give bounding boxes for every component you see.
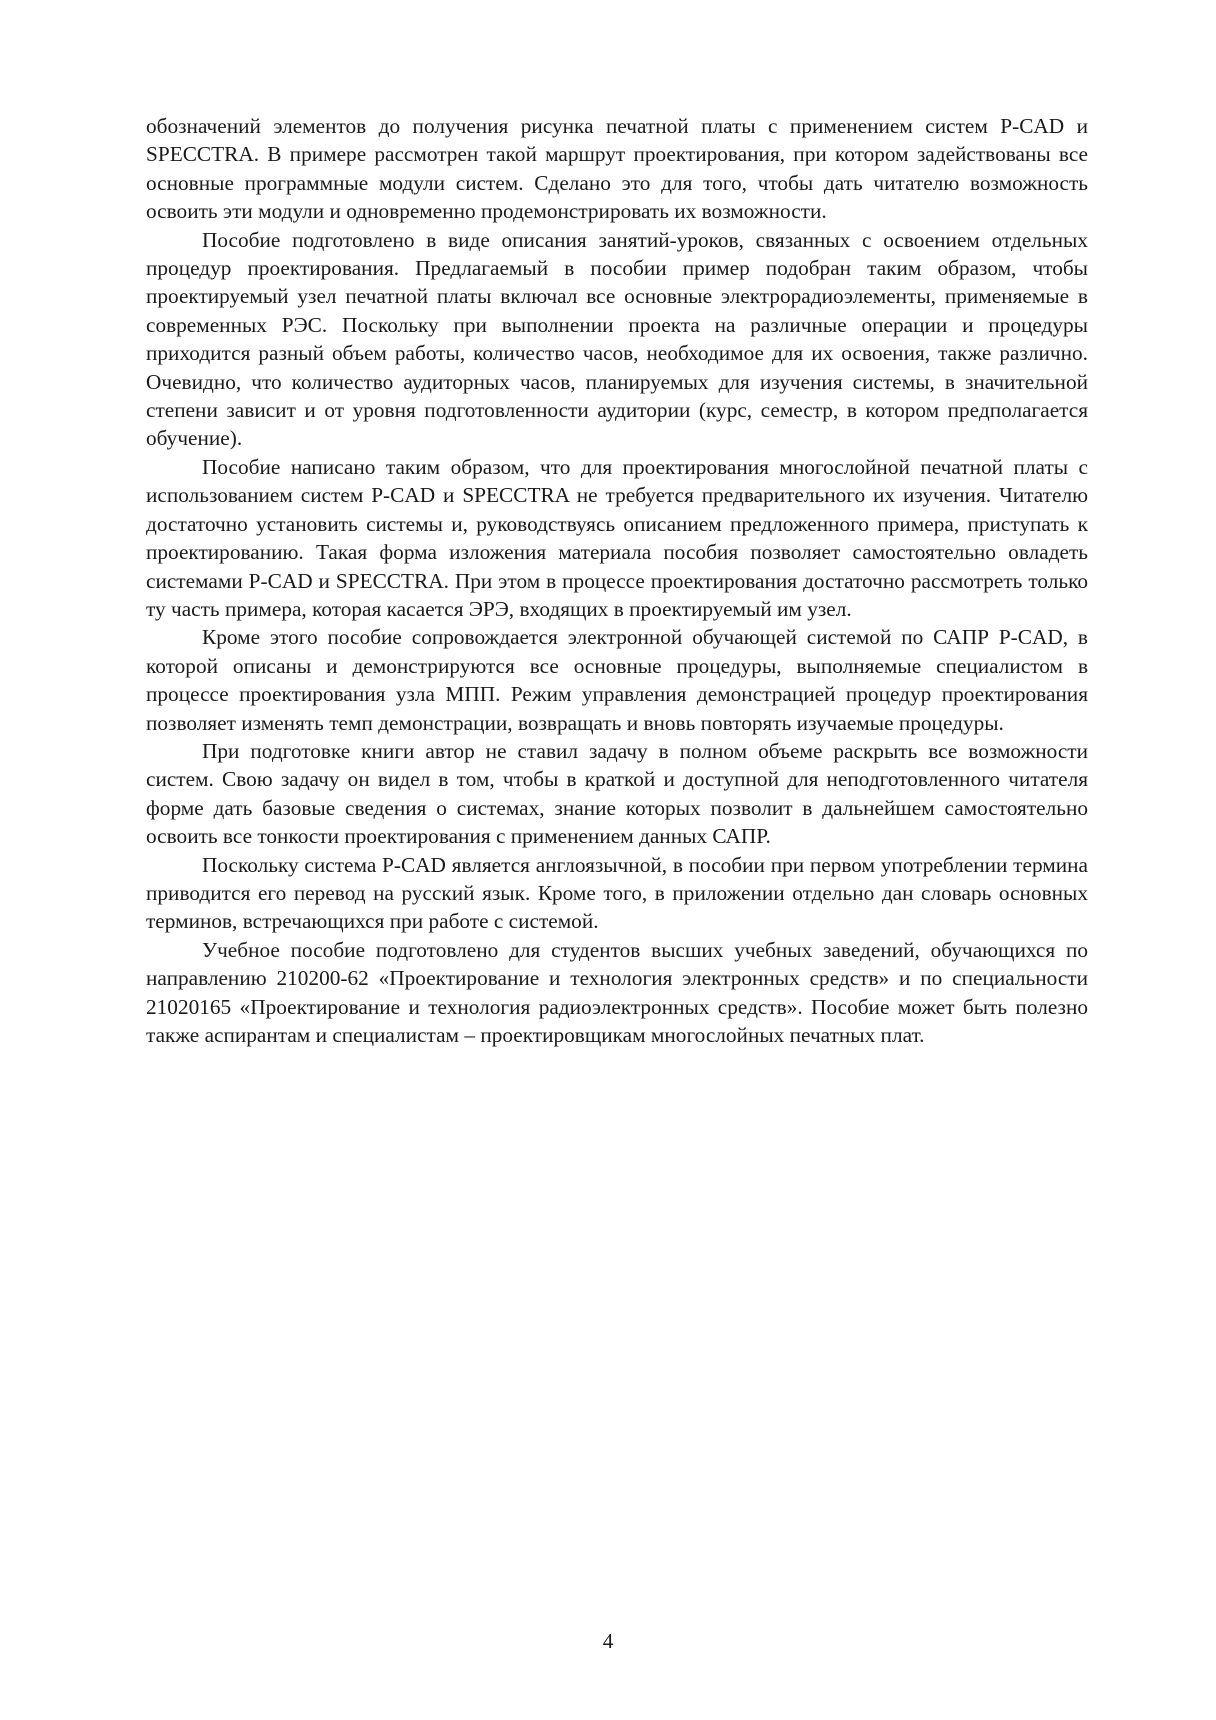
- page-number: 4: [602, 1629, 614, 1653]
- body-text: [146, 112, 1088, 1049]
- paragraph-7: Учебное пособие подготовлено для студентов высших учебных заведений, обучающихся по направлению 210200-62 «Проектирование и технология электронных средств» и по специальности 21020165 «Проектирование и технология радиоэлектронных средств». Пособие может быть полезно также аспирантам и специалистам – проектировщикам многослойных печатных плат.: [146, 937, 1088, 1047]
- paragraph-2: Пособие подготовлено в виде описания занятий-уроков, связанных с освоением отдельных процедур проектирования. Предлагаемый в пособии пример подобран таким образом, чтобы проектируемый узел печатной платы включал все основные электрорадиоэлементы, применяемые в современных РЭС. Поскольку при выполнении проекта на различные операции и процедуры приходится разный объем работы, количество часов, необходимое для их освоения, также различно. Очевидно, что количество аудиторных часов, планируемых для изучения системы, в значительной степени зависит и от уровня подготовленности аудитории (курс, семестр, в котором предполагается обучение).: [146, 227, 1088, 451]
- paragraph-4: Кроме этого пособие сопровождается электронной обучающей системой по САПР P-CAD, в которой описаны и демонстрируются все основные процедуры, выполняемые специалистом в процессе проектирования узла МПП. Режим управления демонстрацией процедур проектирования позволяет изменять темп демонстрации, возвращать и вновь повторять изучаемые процедуры.: [146, 625, 1088, 735]
- paragraph-5: При подготовке книги автор не ставил задачу в полном объеме раскрыть все возможности систем. Свою задачу он видел в том, чтобы в краткой и доступной для неподготовленного читателя форме дать базовые сведения о системах, знание которых позволит в дальнейшем самостоятельно освоить все тонкости проектирования с применением данных САПР.: [146, 738, 1088, 849]
- paragraph-1: обозначений элементов до получения рисунка печатной платы с применением систем P-CAD и SPECCTRA. В примере рассмотрен такой маршрут проектирования, при котором задействованы все основные программные модули систем. Сделано это для того, чтобы дать читателю возможность освоить эти модули и одновременно продемонстрировать их возможности.: [146, 114, 1088, 224]
- paragraph-3: Пособие написано таким образом, что для проектирования многослойной печатной платы с использованием систем P-CAD и SPECCTRA не требуется предварительного их изучения. Читателю достаточно установить системы и, руководствуясь описанием предложенного примера, приступать к проектированию. Такая форма изложения материала пособия позволяет самостоятельно овладеть системами P-CAD и SPECCTRA. При этом в процессе проектирования достаточно рассмотреть только ту часть примера, которая касается ЭРЭ, входящих в проектируемый им узел.: [146, 454, 1088, 621]
- paragraph-6: Поскольку система P-CAD является англоязычной, в пособии при первом употреблении термина приводится его перевод на русский язык. Кроме того, в приложении отдельно дан словарь основных терминов, встречающихся при работе с системой.: [146, 852, 1088, 934]
